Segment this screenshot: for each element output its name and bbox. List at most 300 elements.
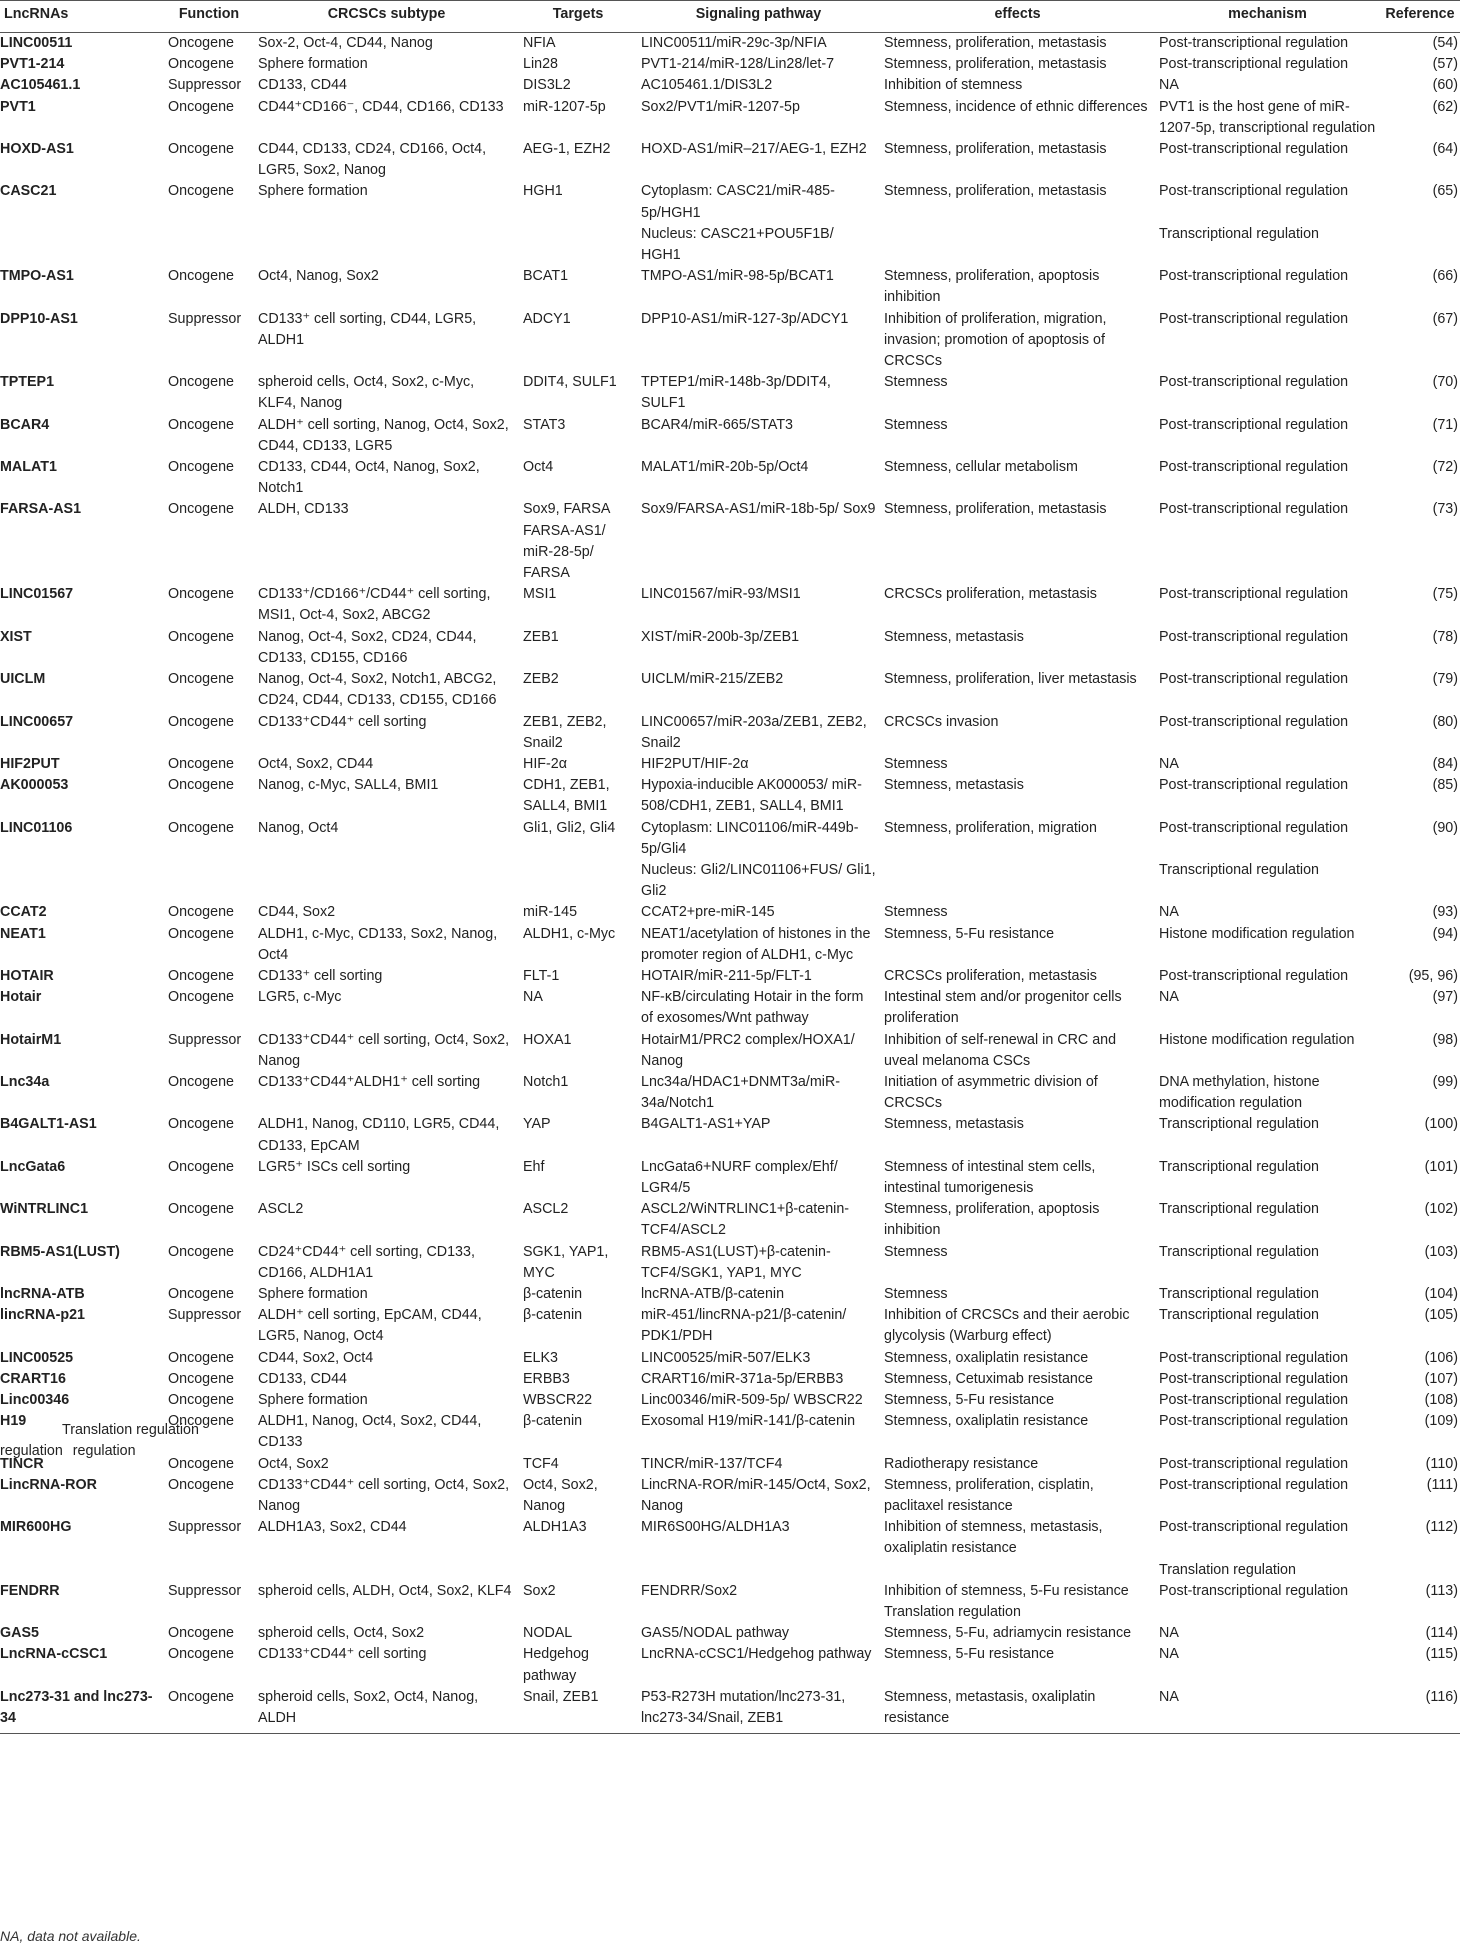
- cell-effects: Stemness, metastasis: [884, 1116, 1024, 1133]
- cell-crcscs-subtype: ALDH⁺ cell sorting, Nanog, Oct4, Sox2, CD44, CD133, LGR5: [258, 416, 509, 454]
- cell-lncrna: DPP10-AS1: [0, 310, 78, 327]
- table-row: [0, 1454, 1460, 1475]
- cell-signaling-pathway: Sox2/PVT1/miR-1207-5p: [641, 98, 800, 115]
- cell-lncrna: Lnc34a: [0, 1073, 50, 1090]
- cell-lncrna: AC105461.1: [0, 77, 81, 94]
- cell-reference: (94): [1432, 925, 1458, 942]
- cell-function: Oncogene: [168, 1073, 234, 1090]
- cell-crcscs-subtype: Sphere formation: [258, 56, 368, 73]
- cell-reference: (66): [1432, 268, 1458, 285]
- cell-mechanism: Post-transcriptional regulation: [1159, 310, 1349, 327]
- table-row: [0, 521, 1460, 585]
- cell-mechanism: Post-transcriptional regulation: [1159, 819, 1349, 836]
- cell-crcscs-subtype: CD133⁺/CD166⁺/CD44⁺ cell sorting, MSI1, Oct-4, Sox2, ABCG2: [258, 586, 491, 624]
- table-row: [0, 669, 1460, 711]
- cell-mechanism: DNA methylation, histone modification regulation: [1159, 1073, 1320, 1112]
- cell-mechanism: NA: [1155, 1687, 1380, 1734]
- cell-lncrna: MALAT1: [0, 459, 57, 476]
- cell-crcscs-subtype: ALDH⁺ cell sorting, EpCAM, CD44, LGR5, Nanog, Oct4: [258, 1307, 482, 1345]
- cell-targets: WBSCR22: [523, 1392, 593, 1408]
- table-row: [0, 1157, 1460, 1199]
- cell-effects: CRCSCs proliferation, metastasis: [884, 967, 1097, 984]
- cell-function: Oncogene: [168, 904, 234, 921]
- cell-signaling-pathway: Exosomal H19/miR-141/β-catenin: [641, 1413, 856, 1430]
- cell-effects: CRCSCs invasion: [884, 713, 999, 730]
- cell-mechanism: Post-transcriptional regulation: [1159, 459, 1349, 476]
- cell-reference: [1380, 224, 1460, 266]
- cell-effects: Stemness: [884, 374, 948, 391]
- cell-lncrna: LINC00525: [0, 1349, 74, 1366]
- cell-crcscs-subtype: CD44, Sox2: [258, 904, 336, 921]
- cell-function: [164, 224, 254, 266]
- table-row: [0, 1644, 1460, 1686]
- cell-mechanism: Transcriptional regulation: [1159, 1201, 1319, 1218]
- cell-reference: (85): [1432, 777, 1458, 794]
- cell-crcscs-subtype: CD133⁺ cell sorting: [258, 967, 383, 984]
- cell-targets: NFIA: [523, 35, 556, 51]
- cell-mechanism: Post-transcriptional regulation: [1159, 777, 1349, 794]
- cell-targets: Sox9, FARSA: [523, 501, 611, 518]
- cell-lncrna: lincRNA-p21: [0, 1307, 85, 1324]
- table-row: [0, 754, 1460, 775]
- cell-reference: (72): [1432, 459, 1458, 476]
- cell-function: Oncogene: [168, 501, 234, 518]
- table-row: [0, 1602, 1460, 1623]
- table-row: [0, 1687, 1460, 1734]
- cell-reference: (110): [1425, 1455, 1458, 1472]
- cell-reference: (101): [1424, 1158, 1458, 1175]
- cell-reference: (103): [1424, 1243, 1458, 1260]
- cell-signaling-pathway: Hypoxia-inducible AK000053/ miR-508/CDH1, ZEB1, SALL4, BMI1: [641, 777, 862, 815]
- cell-effects: Stemness, 5-Fu resistance: [884, 1646, 1055, 1663]
- cell-lncrna: [0, 521, 164, 585]
- cell-effects: Intestinal stem and/or progenitor cells proliferation: [884, 989, 1122, 1027]
- cell-effects: Stemness, proliferation, metastasis: [884, 183, 1107, 200]
- cell-reference: (80): [1432, 713, 1458, 730]
- cell-mechanism: Post-transcriptional regulation: [1159, 141, 1349, 158]
- cell-lncrna: TMPO-AS1: [0, 268, 74, 285]
- cell-signaling-pathway: LINC00525/miR-507/ELK3: [641, 1349, 811, 1366]
- header-signaling-pathway: Signaling pathway: [637, 1, 880, 33]
- cell-crcscs-subtype: ASCL2: [258, 1201, 304, 1218]
- cell-effects: Stemness, proliferation, metastasis: [884, 56, 1107, 73]
- cell-function: Oncogene: [168, 1625, 234, 1642]
- cell-mechanism: Transcriptional regulation: [1159, 1243, 1319, 1260]
- table-row: [0, 1030, 1460, 1072]
- header-function: Function: [164, 1, 254, 33]
- cell-mechanism: [1155, 521, 1380, 585]
- cell-signaling-pathway: NF-κB/circulating Hotair in the form of exosomes/Wnt pathway: [641, 989, 864, 1027]
- stray-text-2: [0, 1441, 136, 1462]
- cell-crcscs-subtype: Nanog, c-Myc, SALL4, BMI1: [258, 777, 439, 794]
- cell-function: Oncogene: [168, 1392, 234, 1408]
- cell-lncrna: Lnc273-31 and lnc273-34: [0, 1687, 164, 1734]
- cell-function: Oncogene: [168, 989, 234, 1006]
- cell-reference: (73): [1432, 501, 1458, 518]
- cell-reference: (99): [1432, 1073, 1458, 1090]
- cell-signaling-pathway: FENDRR/Sox2: [641, 1582, 738, 1599]
- cell-crcscs-subtype: Nanog, Oct-4, Sox2, CD24, CD44, CD133, CD155, CD166: [258, 628, 477, 666]
- cell-targets: ELK3: [523, 1349, 558, 1366]
- header-crcscs-subtype: CRCSCs subtype: [254, 1, 519, 33]
- cell-mechanism: Translation regulation: [1159, 1561, 1296, 1578]
- cell-targets: ALDH1, c-Myc: [523, 925, 616, 942]
- cell-targets: Lin28: [523, 56, 558, 73]
- cell-effects: Stemness, proliferation, liver metastasis: [884, 671, 1137, 688]
- cell-lncrna: TPTEP1: [0, 374, 55, 391]
- cell-signaling-pathway: LINC00511/miR-29c-3p/NFIA: [641, 35, 827, 51]
- cell-crcscs-subtype: ALDH1, c-Myc, CD133, Sox2, Nanog, Oct4: [258, 925, 498, 963]
- cell-signaling-pathway: miR-451/lincRNA-p21/β-catenin/ PDK1/PDH: [641, 1307, 847, 1345]
- table-row: [0, 924, 1460, 966]
- table-row: [0, 860, 1460, 902]
- cell-function: Oncogene: [168, 98, 234, 115]
- table-row: [0, 1114, 1460, 1156]
- cell-mechanism: PVT1 is the host gene of miR-1207-5p, transcriptional regulation: [1159, 98, 1376, 136]
- cell-effects: Inhibition of stemness, 5-Fu resistance: [884, 1582, 1129, 1599]
- cell-lncrna: BCAR4: [0, 416, 50, 433]
- cell-mechanism: NA: [1159, 1646, 1179, 1663]
- table-header-row: [0, 1, 1460, 33]
- cell-targets: [519, 224, 637, 266]
- cell-targets: β-catenin: [523, 1413, 583, 1430]
- cell-crcscs-subtype: [254, 224, 519, 266]
- cell-targets: [519, 1602, 637, 1623]
- cell-targets: ADCY1: [523, 310, 571, 327]
- cell-crcscs-subtype: ALDH1, Nanog, Oct4, Sox2, CD44, CD133: [258, 1413, 482, 1451]
- cell-mechanism: NA: [1159, 755, 1179, 772]
- table-row: [0, 1517, 1460, 1559]
- cell-lncrna: PVT1-214: [0, 56, 65, 73]
- cell-crcscs-subtype: [254, 1602, 519, 1623]
- cell-lncrna: [0, 1560, 164, 1581]
- cell-signaling-pathway: lncRNA-ATB/β-catenin: [641, 1285, 785, 1302]
- cell-crcscs-subtype: spheroid cells, ALDH, Oct4, Sox2, KLF4: [258, 1582, 512, 1599]
- cell-targets: NA: [523, 989, 543, 1006]
- cell-function: Oncogene: [168, 374, 234, 391]
- cell-lncrna: LINC01106: [0, 819, 73, 836]
- cell-targets: YAP: [523, 1116, 551, 1133]
- cell-effects: Stemness, metastasis, oxaliplatin resistance: [880, 1687, 1155, 1734]
- cell-reference: (84): [1432, 755, 1458, 772]
- cell-function: Oncogene: [168, 967, 234, 984]
- cell-effects: Stemness, metastasis: [884, 628, 1024, 645]
- stray-regulation-1: regulation: [0, 1443, 63, 1459]
- cell-function: Oncogene: [168, 925, 234, 942]
- cell-mechanism: Post-transcriptional regulation: [1159, 183, 1349, 200]
- cell-targets: ERBB3: [523, 1370, 570, 1387]
- cell-targets: Ehf: [523, 1158, 545, 1175]
- cell-mechanism: Histone modification regulation: [1159, 925, 1355, 942]
- cell-targets: DIS3L2: [523, 77, 571, 94]
- table-row: [0, 224, 1460, 266]
- cell-function: Oncogene: [168, 1158, 234, 1175]
- cell-lncrna: LincRNA-ROR: [0, 1476, 97, 1493]
- cell-mechanism: Transcriptional regulation: [1159, 1158, 1319, 1175]
- cell-reference: (90): [1432, 819, 1458, 836]
- cell-crcscs-subtype: CD133, CD44: [258, 1370, 347, 1387]
- cell-signaling-pathway: UICLM/miR-215/ZEB2: [641, 671, 784, 688]
- cell-lncrna: CASC21: [0, 183, 57, 200]
- cell-targets: Hedgehog pathway: [523, 1646, 589, 1684]
- cell-signaling-pathway: MIR6S00HG/ALDH1A3: [641, 1519, 790, 1536]
- cell-crcscs-subtype: Sox-2, Oct-4, CD44, Nanog: [258, 35, 433, 51]
- cell-targets: STAT3: [523, 416, 566, 433]
- cell-function: Suppressor: [168, 1031, 242, 1048]
- cell-reference: [1380, 860, 1460, 902]
- cell-effects: Stemness, metastasis: [884, 777, 1024, 794]
- cell-targets: ALDH1A3: [523, 1519, 587, 1536]
- cell-signaling-pathway: XIST/miR-200b-3p/ZEB1: [641, 628, 800, 645]
- cell-reference: (95, 96): [1408, 967, 1458, 984]
- table-row: [0, 1390, 1460, 1411]
- cell-lncrna: HOXD-AS1: [0, 141, 74, 158]
- cell-signaling-pathway: NEAT1/acetylation of histones in the promoter region of ALDH1, c-Myc: [641, 925, 871, 963]
- cell-targets: Snail, ZEB1: [519, 1687, 637, 1734]
- cell-reference: (98): [1432, 1031, 1458, 1048]
- cell-mechanism: Histone modification regulation: [1159, 1031, 1355, 1048]
- stray-text: [62, 1420, 199, 1441]
- cell-mechanism: Post-transcriptional regulation: [1159, 671, 1349, 688]
- cell-reference: (79): [1432, 671, 1458, 688]
- cell-function: Oncogene: [168, 1413, 234, 1430]
- cell-signaling-pathway: [637, 521, 880, 585]
- cell-targets: FARSA-AS1/ miR-28-5p/ FARSA: [523, 522, 606, 582]
- cell-targets: SGK1, YAP1, MYC: [523, 1243, 609, 1281]
- cell-mechanism: Post-transcriptional regulation: [1159, 56, 1349, 73]
- cell-mechanism: Post-transcriptional regulation: [1159, 1455, 1349, 1472]
- cell-effects: Stemness, proliferation, metastasis: [884, 35, 1107, 51]
- table-row: [0, 627, 1460, 669]
- cell-reference: (60): [1432, 77, 1458, 94]
- cell-lncrna: WiNTRLINC1: [0, 1201, 89, 1218]
- cell-lncrna: HotairM1: [0, 1031, 62, 1048]
- header-mechanism: mechanism: [1155, 1, 1380, 33]
- cell-mechanism: Transcriptional regulation: [1159, 1116, 1319, 1133]
- cell-lncrna: NEAT1: [0, 925, 46, 942]
- table-row: [0, 1475, 1460, 1517]
- cell-crcscs-subtype: CD133⁺CD44⁺ALDH1⁺ cell sorting: [258, 1073, 481, 1090]
- cell-signaling-pathway: PVT1-214/miR-128/Lin28/let-7: [641, 56, 835, 73]
- table-row: [0, 712, 1460, 754]
- cell-effects: Inhibition of stemness: [884, 77, 1023, 94]
- cell-signaling-pathway: B4GALT1-AS1+YAP: [641, 1116, 771, 1133]
- cell-lncrna: Hotair: [0, 989, 42, 1006]
- cell-lncrna: LINC01567: [0, 586, 74, 603]
- table-row: [0, 1199, 1460, 1241]
- cell-signaling-pathway: CRART16/miR-371a-5p/ERBB3: [641, 1370, 844, 1387]
- cell-function: [164, 521, 254, 585]
- header-effects: effects: [880, 1, 1155, 33]
- cell-effects: Translation regulation: [884, 1604, 1021, 1621]
- cell-function: Oncogene: [168, 141, 234, 158]
- cell-reference: (93): [1432, 904, 1458, 921]
- cell-effects: Radiotherapy resistance: [884, 1455, 1039, 1472]
- cell-effects: Stemness: [884, 416, 948, 433]
- cell-signaling-pathway: TPTEP1/miR-148b-3p/DDIT4, SULF1: [641, 374, 831, 412]
- cell-function: Oncogene: [164, 1687, 254, 1734]
- cell-crcscs-subtype: LGR5, c-Myc: [258, 989, 342, 1006]
- cell-targets: MSI1: [523, 586, 557, 603]
- header-targets: Targets: [519, 1, 637, 33]
- cell-function: Oncogene: [168, 1646, 234, 1663]
- cell-function: Suppressor: [168, 1519, 242, 1536]
- cell-function: Oncogene: [168, 1370, 234, 1387]
- cell-function: Oncogene: [168, 459, 234, 476]
- cell-mechanism: Post-transcriptional regulation: [1159, 967, 1349, 984]
- table-row: [0, 499, 1460, 520]
- cell-reference: (78): [1432, 628, 1458, 645]
- cell-effects: CRCSCs proliferation, metastasis: [884, 586, 1097, 603]
- cell-effects: Stemness, Cetuximab resistance: [884, 1370, 1093, 1387]
- cell-lncrna: H19: [0, 1413, 27, 1430]
- table-row: [0, 584, 1460, 626]
- cell-effects: Stemness, oxaliplatin resistance: [884, 1349, 1089, 1366]
- table-row: [0, 987, 1460, 1029]
- table-row: [0, 1284, 1460, 1305]
- cell-reference: (65): [1432, 183, 1458, 200]
- cell-signaling-pathway: LncGata6+NURF complex/Ehf/ LGR4/5: [641, 1158, 838, 1196]
- cell-lncrna: LINC00511: [0, 35, 73, 51]
- cell-effects: [880, 224, 1155, 266]
- cell-targets: HIF-2α: [523, 755, 568, 772]
- cell-function: Oncogene: [168, 416, 234, 433]
- table-row: [0, 1072, 1460, 1114]
- cell-mechanism: NA: [1159, 77, 1179, 94]
- cell-mechanism: Post-transcriptional regulation: [1159, 1582, 1349, 1599]
- cell-reference: (112): [1425, 1519, 1458, 1536]
- cell-function: Suppressor: [168, 77, 242, 94]
- cell-lncrna: HIF2PUT: [0, 755, 60, 772]
- cell-effects: Stemness: [884, 1285, 948, 1302]
- cell-lncrna: AK000053: [0, 777, 69, 794]
- cell-crcscs-subtype: ALDH1, Nanog, CD110, LGR5, CD44, CD133, EpCAM: [258, 1116, 500, 1154]
- cell-signaling-pathway: TINCR/miR-137/TCF4: [641, 1455, 783, 1472]
- cell-crcscs-subtype: spheroid cells, Sox2, Oct4, Nanog, ALDH: [254, 1687, 519, 1734]
- cell-function: Suppressor: [168, 1582, 242, 1599]
- cell-function: Oncogene: [168, 1243, 234, 1260]
- cell-crcscs-subtype: CD44, CD133, CD24, CD166, Oct4, LGR5, Sox2, Nanog: [258, 141, 487, 179]
- cell-function: Oncogene: [168, 1455, 234, 1472]
- table-row: [0, 966, 1460, 987]
- cell-crcscs-subtype: CD133⁺CD44⁺ cell sorting: [258, 1646, 427, 1663]
- cell-crcscs-subtype: CD133, CD44, Oct4, Nanog, Sox2, Notch1: [258, 459, 480, 497]
- table-row: [0, 1348, 1460, 1369]
- cell-targets: [519, 1560, 637, 1581]
- cell-crcscs-subtype: CD133, CD44: [258, 77, 347, 94]
- cell-function: Oncogene: [168, 35, 234, 51]
- cell-effects: Stemness, proliferation, migration: [884, 819, 1097, 836]
- cell-signaling-pathway: BCAR4/miR-665/STAT3: [641, 416, 794, 433]
- cell-lncrna: RBM5-AS1(LUST): [0, 1243, 120, 1260]
- cell-targets: HGH1: [523, 183, 563, 200]
- cell-reference: (62): [1432, 98, 1458, 115]
- table-row: [0, 457, 1460, 499]
- cell-mechanism: [1155, 1602, 1380, 1623]
- cell-reference: (105): [1424, 1307, 1458, 1324]
- cell-effects: Stemness, proliferation, metastasis: [884, 141, 1107, 158]
- table-body: [0, 33, 1460, 1734]
- cell-function: Suppressor: [168, 310, 242, 327]
- cell-reference: [1380, 1560, 1460, 1581]
- table-row: [0, 75, 1460, 96]
- cell-signaling-pathway: P53-R273H mutation/lnc273-31, lnc273-34/Snail, ZEB1: [637, 1687, 880, 1734]
- cell-reference: (108): [1424, 1392, 1458, 1408]
- cell-effects: Stemness, oxaliplatin resistance: [884, 1413, 1089, 1430]
- cell-effects: Inhibition of stemness, metastasis, oxaliplatin resistance: [884, 1519, 1103, 1557]
- cell-signaling-pathway: GAS5/NODAL pathway: [641, 1625, 790, 1642]
- cell-crcscs-subtype: CD133⁺CD44⁺ cell sorting, Oct4, Sox2, Nanog: [258, 1031, 510, 1069]
- cell-crcscs-subtype: spheroid cells, Oct4, Sox2: [258, 1625, 425, 1642]
- cell-signaling-pathway: DPP10-AS1/miR-127-3p/ADCY1: [641, 310, 849, 327]
- cell-crcscs-subtype: CD44, Sox2, Oct4: [258, 1349, 374, 1366]
- cell-reference: (107): [1424, 1370, 1458, 1387]
- table-row: [0, 775, 1460, 817]
- cell-function: Oncogene: [168, 268, 234, 285]
- cell-effects: Stemness: [884, 755, 948, 772]
- cell-targets: miR-1207-5p: [523, 98, 606, 115]
- cell-targets: Notch1: [523, 1073, 569, 1090]
- cell-effects: Stemness, 5-Fu resistance: [884, 925, 1055, 942]
- cell-signaling-pathway: [637, 1602, 880, 1623]
- cell-lncrna: [0, 860, 164, 902]
- cell-crcscs-subtype: Oct4, Sox2, CD44: [258, 755, 374, 772]
- table-row: [0, 266, 1460, 308]
- cell-reference: (67): [1432, 310, 1458, 327]
- cell-reference: (102): [1424, 1201, 1458, 1218]
- cell-mechanism: Post-transcriptional regulation: [1159, 1370, 1349, 1387]
- cell-signaling-pathway: LncRNA-cCSC1/Hedgehog pathway: [641, 1646, 872, 1663]
- cell-effects: Stemness, cellular metabolism: [884, 459, 1078, 476]
- table-row: [0, 33, 1460, 55]
- cell-reference: [1380, 1602, 1460, 1623]
- cell-crcscs-subtype: Oct4, Nanog, Sox2: [258, 268, 379, 285]
- cell-mechanism: NA: [1159, 904, 1179, 921]
- cell-function: Suppressor: [168, 1307, 242, 1324]
- cell-mechanism: Transcriptional regulation: [1159, 1285, 1319, 1302]
- cell-crcscs-subtype: Sphere formation: [258, 183, 368, 200]
- cell-targets: Oct4, Sox2, Nanog: [523, 1476, 598, 1515]
- cell-reference: (70): [1432, 374, 1458, 391]
- cell-function: Oncogene: [168, 1476, 234, 1493]
- table-row: [0, 415, 1460, 457]
- cell-targets: FLT-1: [523, 967, 560, 984]
- header-reference: Reference: [1380, 1, 1460, 33]
- cell-signaling-pathway: TMPO-AS1/miR-98-5p/BCAT1: [641, 268, 834, 285]
- cell-mechanism: Post-transcriptional regulation: [1159, 35, 1349, 51]
- cell-lncrna: PVT1: [0, 98, 36, 115]
- cell-mechanism: NA: [1159, 1625, 1179, 1642]
- cell-signaling-pathway: MALAT1/miR-20b-5p/Oct4: [641, 459, 809, 476]
- table-row: [0, 97, 1460, 139]
- cell-lncrna: GAS5: [0, 1625, 39, 1642]
- cell-function: [164, 1602, 254, 1623]
- cell-crcscs-subtype: Oct4, Sox2: [258, 1455, 329, 1472]
- cell-function: Oncogene: [168, 777, 234, 794]
- cell-mechanism: NA: [1159, 989, 1179, 1006]
- cell-effects: [880, 1560, 1155, 1581]
- cell-function: Oncogene: [168, 1285, 234, 1302]
- cell-mechanism: Post-transcriptional regulation: [1159, 1476, 1349, 1493]
- cell-crcscs-subtype: Sphere formation: [258, 1392, 368, 1408]
- cell-signaling-pathway: AC105461.1/DIS3L2: [641, 77, 773, 94]
- cell-effects: Stemness, proliferation, apoptosis inhibition: [884, 1201, 1100, 1239]
- cell-effects: Stemness of intestinal stem cells, intestinal tumorigenesis: [884, 1158, 1096, 1196]
- cell-function: Oncogene: [168, 713, 234, 730]
- cell-signaling-pathway: Linc00346/miR-509-5p/ WBSCR22: [641, 1392, 863, 1408]
- cell-reference: (115): [1425, 1646, 1458, 1663]
- table-row: [0, 1623, 1460, 1644]
